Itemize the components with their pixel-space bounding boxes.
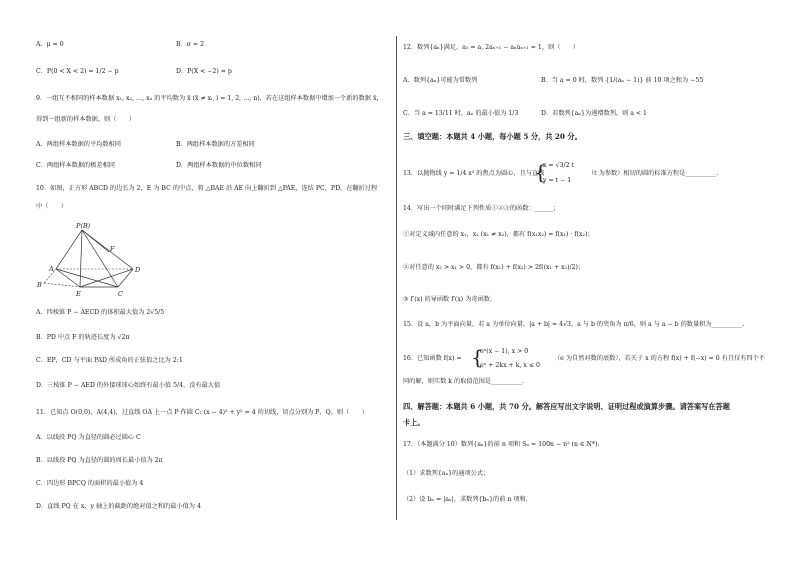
q9-option-b: B．两组样本数据的方差相同 [176, 141, 255, 148]
q11-option-c: C．四边形 BPCQ 的面积的最小值为 4 [36, 480, 144, 487]
q16-stem-line2: 同的解，则实数 k 的取值范围是__________. [403, 378, 525, 385]
q16-brace: { [471, 345, 484, 369]
q16-tail: （e 为自然对数的底数），若关于 x 的方程 f(x) + f(−x) = 0 有且仅有四个不 [554, 355, 765, 362]
q10-option-a: A．四棱锥 P − AECD 的体积最大值为 2√5/5 [36, 309, 165, 316]
q8-option-b: B．σ = 2 [176, 41, 205, 48]
label-d: D [135, 266, 141, 274]
q12-stem: 12．数列{aₙ}满足，a₁ = a, 2aₙ₊₁ − aₙaₙ₊₁ = 1，则（ ） [403, 44, 579, 51]
q17-part-2: （2）设 bₙ = |aₙ|，求数列{bₙ}的前 n 项和. [403, 496, 528, 503]
q14-stem: 14．写出一个同时满足下列性质①②③的函数：______； [403, 205, 560, 212]
q14-property-3: ③ f′(x) 的导函数 f′(x) 为奇函数. [403, 296, 492, 303]
q11-option-a: A．以线段 PQ 为直径的圆必过圆心 C [36, 434, 141, 441]
q10-option-d: D．三棱锥 P − AED 的外接球球心始终有最小值 5/4，没有最大值 [36, 382, 221, 389]
q11-option-b: B．以线段 PQ 为直径的圆的周长最小值为 2π [36, 457, 163, 464]
q12-option-c: C．当 a = 13/11 时，aₙ 的最小值为 1/3 [403, 110, 519, 117]
q8-option-a: A．μ = 0 [36, 41, 64, 48]
section-4-heading-line1: 四、解答题：本题共 6 小题，共 70 分。解答应写出文字说明、证明过程或演算步骤。请答案写在答题 [403, 402, 730, 411]
q13-brace: { [534, 160, 547, 184]
q9-option-c: C．两组样本数据的极差相同 [36, 162, 115, 169]
q11-stem: 11．已知点 O(0,0)，A(4,4)，过直线 OA 上一点 P 作圆 C: (x − 4)² + y² = 4 的切线，切点分别为 P，Q，则（ ） [36, 409, 368, 416]
label-e: E [76, 290, 81, 298]
q16-stem: 16．已知函数 f(x) = [403, 355, 462, 362]
q10-option-b: B．PD 中点 F 的轨迹长度为 √2π [36, 334, 130, 341]
q12-option-d: D．若数列{aₙ}为递增数列，则 a < 1 [541, 110, 647, 117]
q9-option-d: D．两组样本数据的中位数相同 [176, 162, 262, 169]
q13-tail: （t 为参数）相切的圆的标准方程是__________. [588, 170, 719, 177]
label-p: P(B) [76, 222, 91, 230]
q12-option-b: B．当 a = 0 时，数列 {1/(aₙ − 1)} 前 10 项之和为 −55 [541, 77, 704, 84]
q11-option-d: D．直线 PQ 在 x、y 轴上的截距的绝对值之和的最小值为 4 [36, 503, 201, 510]
q13-stem: 13．以抛物线 y = 1/4 x² 的焦点为圆心，且与直线 [403, 170, 545, 177]
q8-option-d: D．P(X < −2) = p [176, 68, 232, 75]
q17-stem: 17．（本题满分 10）数列{aₙ}的前 n 项和 Sₙ = 100n − n² (n ∈ N*). [403, 441, 600, 448]
q16-line1: eˣ(x − 1), x > 0 [480, 348, 529, 355]
q14-property-1: ①对定义域内任意的 x₁，x₂ (x₁ ≠ x₂)，都有 f(x₁x₂) = f(x₁) · f(x₂)； [403, 231, 594, 238]
q14-property-2: ②对任意的 x₂ > x₁ > 0，都有 f(x₁) + f(x₂) > 2f((x₁ + x₂)/2)； [403, 264, 585, 271]
q13-line1: x = √3/2 t [543, 162, 574, 169]
label-a: A [49, 265, 54, 273]
label-c: C [118, 290, 123, 298]
section-4-heading-line2: 卡上。 [403, 418, 425, 427]
label-b: B [37, 281, 42, 289]
q8-option-c: C．P(0 < X < 2) = 1/2 − p [36, 68, 119, 75]
q16-line2: eˣ + 2kx + k, x ≤ 0 [480, 362, 540, 369]
section-3-heading: 三、填空题：本题共 4 小题，每小题 5 分，共 20 分。 [403, 132, 582, 141]
q10-stem-line1: 10．如图，正方形 ABCD 的边长为 2，E 为 BC 的中点，将 △BAE 沿 AE 向上翻折到 △PAE，连结 PC，PD，在翻折过程 [36, 185, 378, 192]
label-f: F [110, 245, 115, 253]
q10-option-c: C．EP，CD 与平面 PAD 所成角的正弦值之比为 2:1 [36, 357, 183, 364]
q15-stem: 15．设 a，b 为平面向量，若 a 为单位向量，|a + b| = 4√3，a 与 b 的夹角为 π/6，则 a 与 a − b 的数量积为__________. [403, 321, 745, 328]
q17-part-1: （1）求数列{aₙ}的通项公式； [403, 470, 490, 477]
column-divider [396, 36, 397, 520]
q10-stem-line2: 中（ ） [36, 203, 67, 210]
q9-option-a: A．两组样本数据的平均数相同 [36, 141, 121, 148]
q12-option-a: A．数列{aₙ}可能为常数列 [403, 77, 478, 84]
pyramid-figure [36, 222, 146, 300]
q13-line2: y = t − 1 [543, 177, 572, 184]
q9-stem-line2: 得到一组新的样本数据，则（ ） [36, 116, 135, 123]
q9-stem-line1: 9．一组互不相同的样本数据 x₁, x₂, …, xₙ 的平均数为 x̄ (x̄ ≠ xᵢ, i = 1, 2, …, n)，若在这组样本数据中增加一个新的数据 x̄， [36, 95, 383, 102]
